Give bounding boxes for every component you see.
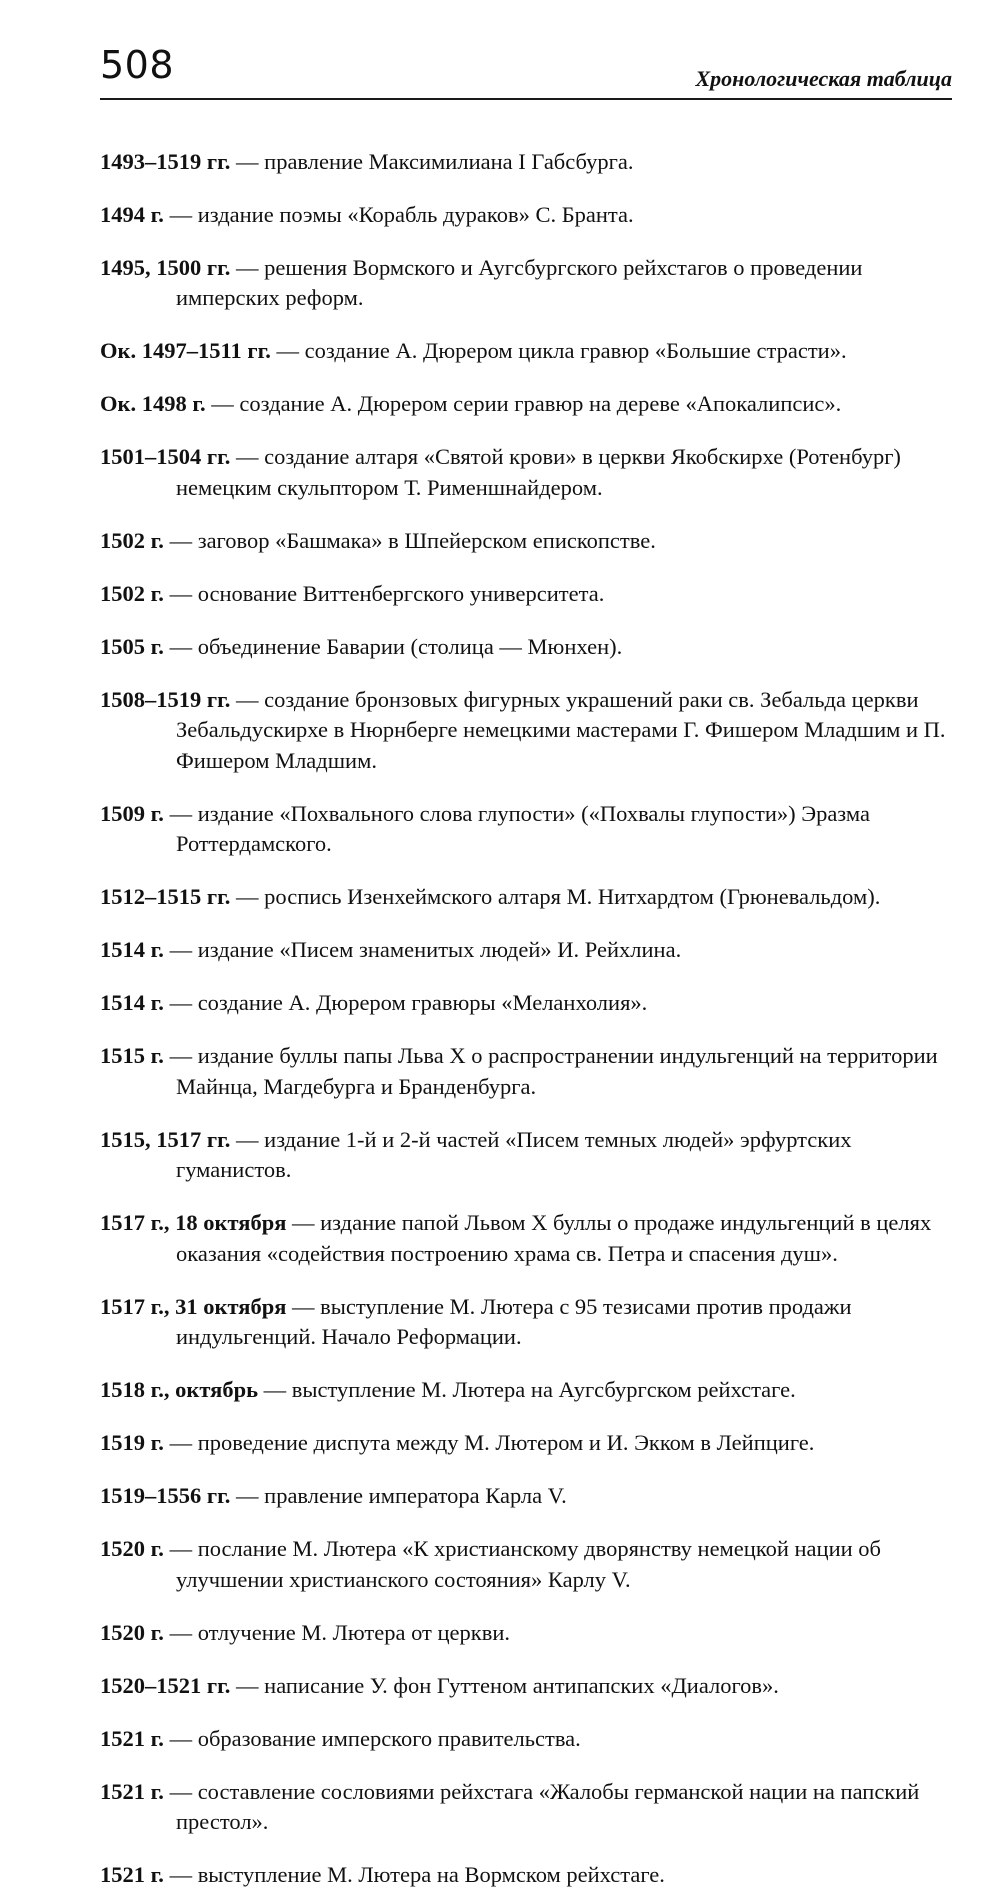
- chronology-entry: [100, 1292, 952, 1353]
- entry-text: — послание М. Лютера «К христианскому дворянству немецкой нации об улучшении христианского состояния» Карлу V.: [163, 1536, 881, 1592]
- entry-date: 1520–1521 гг.: [100, 1672, 231, 1698]
- entry-date: Ок. 1498 г.: [100, 391, 206, 416]
- chronology-entry: [100, 988, 952, 1019]
- entry-text: — создание бронзовых фигурных украшений раки св. Зебальда церкви Зебальдускирхе в Нюрнберге немецкими мастерами Г. Фишером Младшим и П. Фишером Младшим.: [176, 686, 946, 773]
- chronology-entry: [100, 1208, 952, 1269]
- entry-date: 1514 г.: [100, 990, 164, 1015]
- entry-text: — издание «Похвального слова глупости» («Похвалы глупости») Эразма Роттердамского.: [163, 800, 870, 856]
- chronology-entry: [100, 1534, 952, 1595]
- entry-text: — издание буллы папы Льва X о распространении индульгенций на территории Майнца, Магдебурга и Бранденбурга.: [163, 1043, 938, 1099]
- entry-date: Ок. 1497–1511 гг.: [100, 338, 271, 363]
- chronology-entry: [100, 1724, 952, 1755]
- chronology-entry: [100, 935, 952, 966]
- entry-text: — объединение Баварии (столица — Мюнхен).: [163, 633, 623, 659]
- entry-date: 1493–1519 гг.: [100, 148, 231, 174]
- entry-date: 1517 г., 18 октября: [100, 1210, 287, 1235]
- entry-date: 1495, 1500 гг.: [100, 254, 231, 280]
- entry-text: — написание У. фон Гуттеном антипапских «Диалогов».: [230, 1672, 779, 1698]
- chronology-entry: [100, 442, 952, 503]
- entry-text: — издание папой Львом X буллы о продаже индульгенций в целях оказания «содействия построению храма св. Петра и спасения душ».: [176, 1210, 932, 1266]
- chronology-entry: [100, 200, 952, 231]
- chronology-entry: [100, 1375, 952, 1406]
- entry-date: 1512–1515 гг.: [100, 884, 231, 909]
- entry-text: — заговор «Башмака» в Шпейерском епископстве.: [163, 527, 656, 553]
- entry-date: 1521 г.: [100, 1862, 164, 1887]
- entry-date: 1505 г.: [100, 633, 164, 659]
- entry-date: 1502 г.: [100, 580, 164, 606]
- chronology-entry: [100, 1618, 952, 1649]
- entry-date: 1520 г.: [100, 1536, 164, 1561]
- entry-text: — правление Максимилиана I Габсбурга.: [230, 148, 634, 174]
- entry-text: — издание 1-й и 2-й частей «Писем темных людей» эрфуртских гуманистов.: [176, 1126, 852, 1182]
- entry-text: — выступление М. Лютера с 95 тезисами против продажи индульгенций. Начало Реформации.: [176, 1293, 852, 1349]
- entry-date: 1519 г.: [100, 1430, 164, 1455]
- chronology-entry: [100, 882, 952, 913]
- entry-text: — отлучение М. Лютера от церкви.: [163, 1619, 511, 1645]
- chronology-entry: [100, 1860, 952, 1891]
- page-number: 508: [100, 43, 175, 87]
- chronology-entry: [100, 1777, 952, 1838]
- chronology-entry: [100, 1125, 952, 1186]
- entry-date: 1520 г.: [100, 1619, 164, 1645]
- running-title: Хронологическая таблица: [695, 66, 952, 91]
- chronology-entry: [100, 1671, 952, 1702]
- entry-date: 1502 г.: [100, 527, 164, 553]
- entry-date: 1521 г.: [100, 1778, 164, 1804]
- chronology-entry: [100, 1041, 952, 1102]
- chronology-entry: [100, 685, 952, 777]
- chronology-entry: [100, 579, 952, 610]
- chronology-entry: [100, 1481, 952, 1512]
- page-header: [100, 40, 952, 100]
- entry-text: — создание алтаря «Святой крови» в церкви Якобскирхе (Ротенбург) немецким скульптором Т. Рименшнайдером.: [176, 444, 901, 500]
- entry-text: — роспись Изенхеймского алтаря М. Нитхардтом (Грюневальдом).: [230, 884, 881, 909]
- entry-date: 1521 г.: [100, 1725, 164, 1751]
- entry-text: — решения Вормского и Аугсбургского рейхстагов о проведении имперских реформ.: [176, 254, 863, 310]
- entry-date: 1517 г., 31 октября: [100, 1293, 287, 1319]
- entry-date: 1501–1504 гг.: [100, 444, 231, 469]
- chronology-list: [100, 124, 952, 1891]
- entry-text: — образование имперского правительства.: [163, 1725, 581, 1751]
- entry-text: — составление сословиями рейхстага «Жалобы германской нации на папский престол».: [163, 1778, 920, 1834]
- entry-text: — правление императора Карла V.: [230, 1483, 567, 1508]
- entry-text: — основание Виттенбергского университета.: [163, 580, 605, 606]
- entry-date: 1514 г.: [100, 937, 164, 962]
- chronology-entry: [100, 336, 952, 367]
- chronology-entry: [100, 389, 952, 420]
- entry-text: — выступление М. Лютера на Вормском рейхстаге.: [163, 1862, 665, 1887]
- chronology-entry: [100, 526, 952, 557]
- chronology-entry: [100, 1428, 952, 1459]
- entry-text: — издание «Писем знаменитых людей» И. Рейхлина.: [163, 937, 682, 962]
- entry-date: 1518 г., октябрь: [100, 1377, 258, 1402]
- entry-text: — создание А. Дюрером серии гравюр на дереве «Апокалипсис».: [205, 391, 842, 416]
- entry-date: 1509 г.: [100, 800, 164, 826]
- entry-date: 1515 г.: [100, 1043, 164, 1068]
- entry-text: — создание А. Дюрером цикла гравюр «Большие страсти».: [270, 338, 847, 363]
- chronology-entry: [100, 632, 952, 663]
- entry-date: 1508–1519 гг.: [100, 686, 231, 712]
- chronology-entry: [100, 147, 952, 178]
- entry-text: — выступление М. Лютера на Аугсбургском рейхстаге.: [257, 1377, 796, 1402]
- entry-text: — создание А. Дюрером гравюры «Меланхолия».: [163, 990, 648, 1015]
- chronology-entry: [100, 799, 952, 860]
- entry-date: 1515, 1517 гг.: [100, 1126, 231, 1152]
- chronology-entry: [100, 253, 952, 314]
- entry-text: — издание поэмы «Корабль дураков» С. Бранта.: [163, 201, 634, 227]
- entry-text: — проведение диспута между М. Лютером и И. Экком в Лейпциге.: [163, 1430, 815, 1455]
- entry-date: 1494 г.: [100, 201, 164, 227]
- entry-date: 1519–1556 гг.: [100, 1483, 231, 1508]
